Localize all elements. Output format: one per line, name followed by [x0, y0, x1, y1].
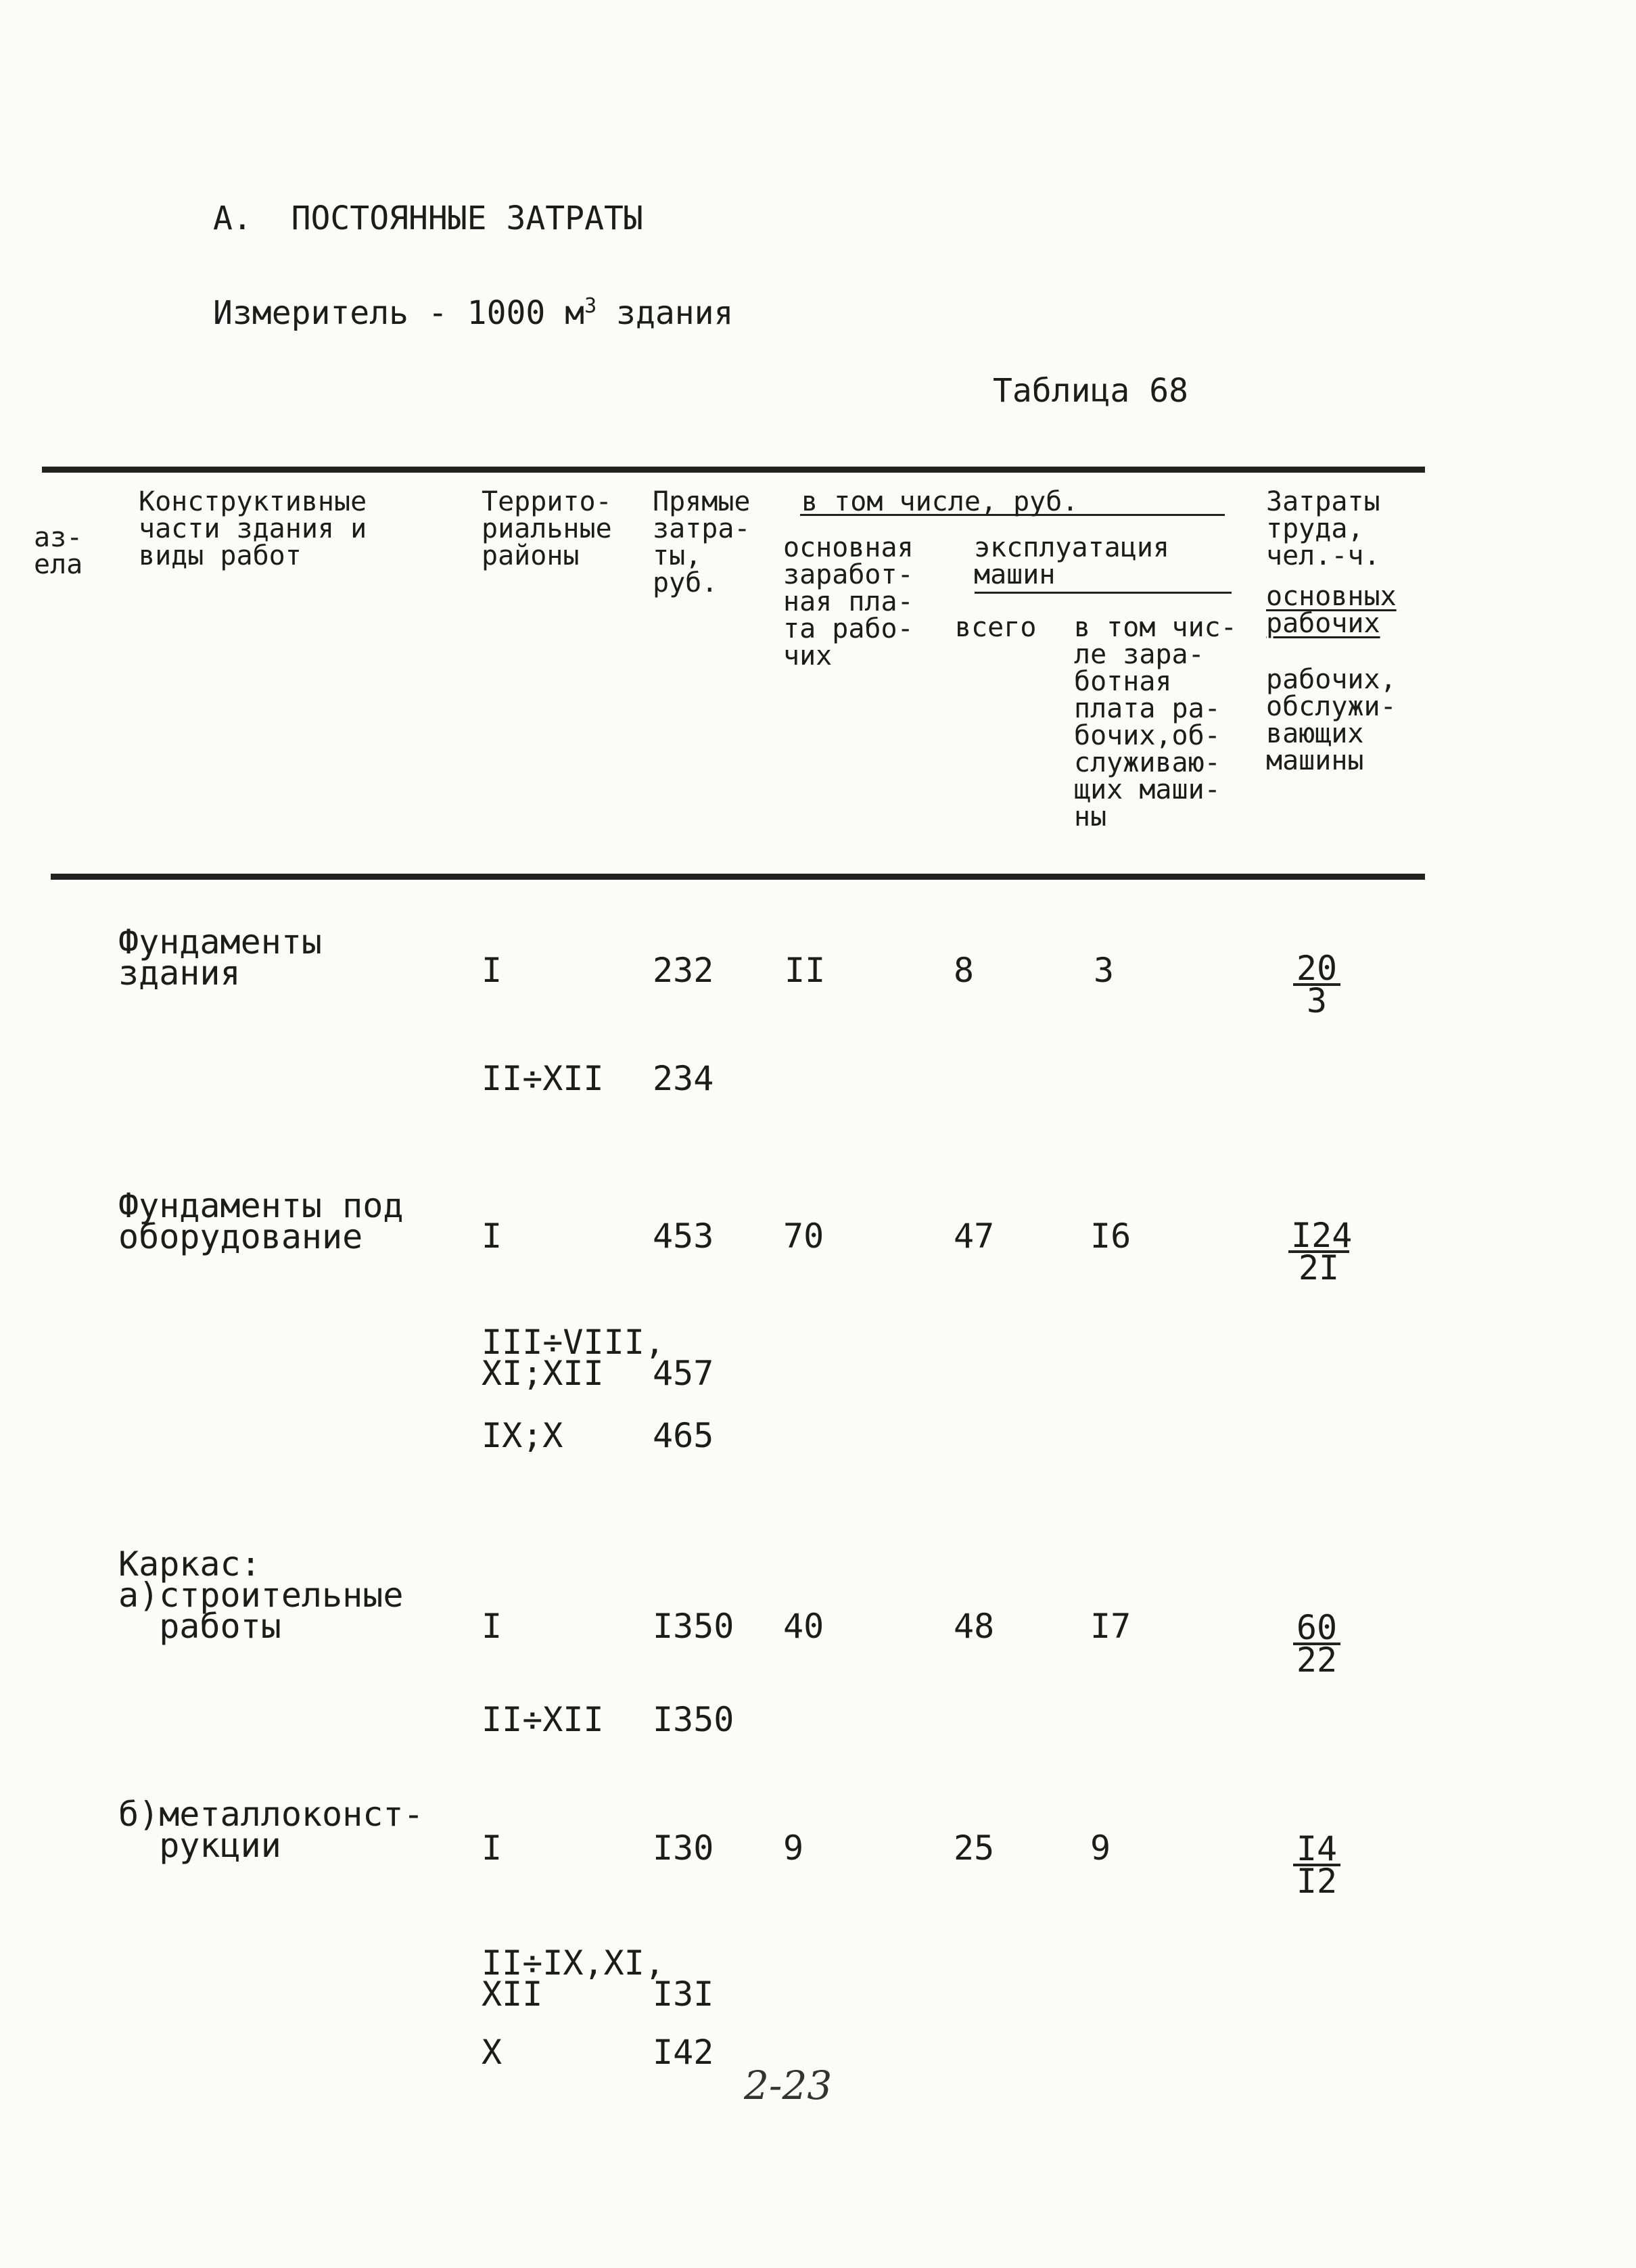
- cell-direct: I30: [653, 1828, 714, 1868]
- col-header-incl-group: в том числе, руб.: [801, 486, 1079, 517]
- col-header-labor-group: Затраты труда, чел.-ч.: [1266, 486, 1380, 571]
- machines-group-underline: [975, 592, 1232, 594]
- cell-region: X: [482, 2033, 503, 2072]
- cell-direct: I3I: [653, 1975, 714, 2014]
- cell-machines-total: 47: [954, 1216, 995, 1256]
- cell-direct: 457: [653, 1354, 714, 1393]
- cell-region: III÷VIII, XI;XII: [482, 1323, 665, 1393]
- cell-region: I: [482, 1828, 503, 1868]
- col-header-base-wage: основная заработ- ная пла- та рабо- чих: [783, 532, 914, 671]
- cell-direct: 453: [653, 1216, 714, 1256]
- cell-region: I: [482, 1216, 503, 1256]
- cell-machines-wage: I6: [1090, 1216, 1131, 1256]
- cell-machines-total: 8: [954, 951, 975, 990]
- section-heading: А. ПОСТОЯННЫЕ ЗАТРАТЫ: [213, 199, 643, 237]
- col-header-direct-costs: Прямые затра- ты, руб.: [653, 486, 751, 598]
- cell-base-wage: II: [785, 951, 826, 990]
- cell-labor-fraction: [1293, 949, 1340, 1020]
- cell-labor-fraction: [1293, 1608, 1340, 1680]
- labor-denominator: I2: [1296, 1862, 1338, 1901]
- measure-text: Измеритель - 1000 м: [213, 294, 585, 332]
- cell-machines-wage: I7: [1090, 1607, 1131, 1646]
- labor-denominator: 3: [1306, 981, 1328, 1020]
- col-header-labor-machine: рабочих, обслужи- вающих машины: [1266, 664, 1397, 776]
- col-header-labor-main: основных рабочих: [1266, 581, 1397, 639]
- measure-superscript: 3: [584, 294, 597, 318]
- cell-part: Каркас: а)строительные работы: [118, 1544, 404, 1646]
- cell-machines-total: 48: [954, 1607, 995, 1646]
- measure-suffix: здания: [597, 294, 734, 332]
- labor-numerator: I24: [1288, 1221, 1349, 1253]
- cell-machines-total: 25: [954, 1828, 995, 1868]
- labor-denominator: 2I: [1298, 1248, 1340, 1287]
- table-label: Таблица 68: [993, 372, 1188, 410]
- cell-labor-fraction: [1293, 1829, 1340, 1901]
- cell-region: I: [482, 951, 503, 990]
- cell-region: II÷XII: [482, 1700, 604, 1739]
- col-header-parts: Конструктивные части здания и виды работ: [139, 486, 367, 571]
- cell-direct: 232: [653, 951, 714, 990]
- cell-part: Фундаменты здания: [118, 922, 323, 993]
- cell-direct: I350: [653, 1607, 734, 1646]
- cell-machines-wage: 9: [1090, 1828, 1111, 1868]
- cell-region: IX;X: [482, 1416, 563, 1455]
- cell-base-wage: 70: [783, 1216, 824, 1256]
- col-header-regions: Террито- риальные районы: [482, 486, 612, 571]
- cell-base-wage: 40: [783, 1607, 824, 1646]
- cell-part: Фундаменты под оборудование: [118, 1186, 404, 1256]
- cell-direct: 465: [653, 1416, 714, 1455]
- measure-line: [213, 291, 734, 332]
- col-header-machines-wage: в том чис- ле зара- ботная плата ра- бочих,об- служиваю- щих маши- ны: [1074, 612, 1237, 832]
- col-header-machines-total: всего: [955, 612, 1037, 643]
- page-number-handwritten: 2-23: [744, 2062, 833, 2108]
- labor-numerator: I4: [1293, 1834, 1340, 1866]
- cell-labor-fraction: [1288, 1216, 1353, 1287]
- labor-denominator: 22: [1296, 1640, 1338, 1680]
- labor-numerator: 60: [1293, 1613, 1340, 1645]
- cell-machines-wage: 3: [1094, 951, 1115, 990]
- table-header-bottom-rule: [51, 874, 1425, 880]
- cell-base-wage: 9: [783, 1828, 804, 1868]
- labor-numerator: 20: [1293, 953, 1340, 986]
- col-header-machines-group: эксплуатация машин: [974, 532, 1169, 590]
- col-header-section: аз- ела: [34, 522, 83, 580]
- cell-direct: I350: [653, 1700, 734, 1739]
- cell-region: I: [482, 1607, 503, 1646]
- cell-direct: 234: [653, 1059, 714, 1098]
- cell-region: II÷IX,XI, XII: [482, 1943, 665, 2014]
- cell-region: II÷XII: [482, 1059, 604, 1098]
- cell-part: б)металлоконст- рукции: [118, 1795, 424, 1865]
- table-top-rule: [42, 467, 1425, 473]
- cell-direct: I42: [653, 2033, 714, 2072]
